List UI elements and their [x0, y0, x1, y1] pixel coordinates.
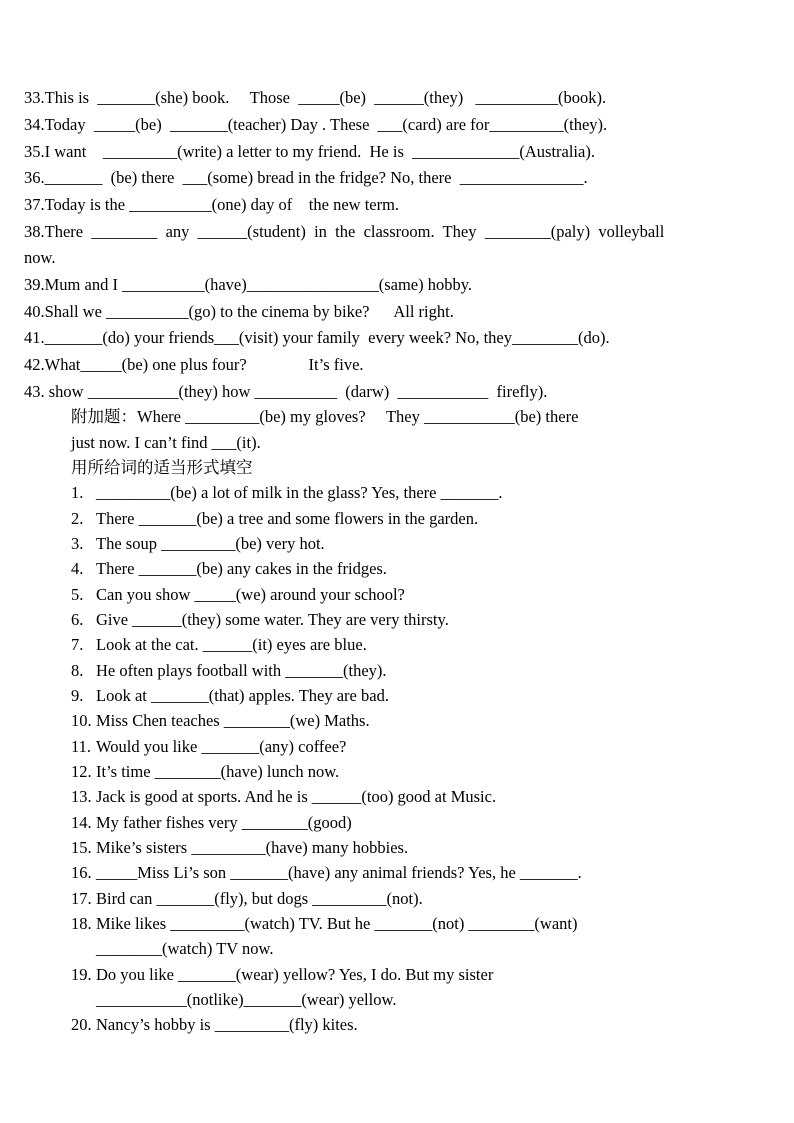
exercise-item: 9. Look at _______(that) apples. They are bad.: [71, 686, 389, 705]
exercise-item: 4. There _______(be) any cakes in the fridges.: [71, 559, 387, 578]
exercise-item: 5. Can you show _____(we) around your school?: [71, 585, 405, 604]
question-43: 43. show ___________(they) how __________ (darw) ___________ firefly).: [24, 382, 548, 401]
exercise-item: 7. Look at the cat. ______(it) eyes are blue.: [71, 635, 367, 654]
exercise-item: 14. My father fishes very ________(good): [71, 813, 352, 832]
exercise-item: 16. _____Miss Li’s son _______(have) any animal friends? Yes, he _______.: [71, 863, 582, 882]
question-38-cont: now.: [24, 248, 56, 267]
question-37: 37.Today is the __________(one) day of the new term.: [24, 195, 400, 214]
exercise-item: 2. There _______(be) a tree and some flowers in the garden.: [71, 509, 479, 528]
question-41: 41._______(do) your friends___(visit) your family every week? No, they________(do).: [24, 328, 610, 347]
exercise-item-cont: ________(watch) TV now.: [96, 939, 274, 958]
question-34: 34.Today _____(be) _______(teacher) Day . These ___(card) are for_________(they).: [24, 115, 608, 134]
exercise-item: 13. Jack is good at sports. And he is ______(too) good at Music.: [71, 787, 497, 806]
exercise-item: 17. Bird can _______(fly), but dogs _________(not).: [71, 889, 423, 908]
question-40: 40.Shall we __________(go) to the cinema by bike? All right.: [24, 302, 454, 321]
exercise-item: 10. Miss Chen teaches ________(we) Maths.: [71, 711, 370, 730]
exercise-item: 20. Nancy’s hobby is _________(fly) kites.: [71, 1015, 358, 1034]
question-33: 33.This is _______(she) book. Those _____(be) ______(they) __________(book).: [24, 88, 607, 107]
question-36: 36._______ (be) there ___(some) bread in the fridge? No, there _______________.: [24, 168, 588, 187]
exercise-item: 19. Do you like _______(wear) yellow? Yes, I do. But my sister: [71, 965, 494, 984]
extra-question: 附加题：Where _________(be) my gloves? They ___________(be) there: [71, 407, 579, 426]
question-42: 42.What_____(be) one plus four? It’s five.: [24, 355, 364, 374]
exercise-item: 11. Would you like _______(any) coffee?: [71, 737, 347, 756]
question-38: 38.There ________ any ______(student) in the classroom. They ________(paly) volleyball: [24, 222, 665, 241]
exercise-item: 12. It’s time ________(have) lunch now.: [71, 762, 340, 781]
exercise-item-cont: ___________(notlike)_______(wear) yellow.: [96, 990, 397, 1009]
exercise-item: 15. Mike’s sisters _________(have) many hobbies.: [71, 838, 409, 857]
exercise-item: 1. _________(be) a lot of milk in the glass? Yes, there _______.: [71, 483, 503, 502]
question-39: 39.Mum and I __________(have)________________(same) hobby.: [24, 275, 473, 294]
exercise-item: 18. Mike likes _________(watch) TV. But he _______(not) ________(want): [71, 914, 578, 933]
extra-question-cont: just now. I can’t find ___(it).: [71, 433, 261, 452]
question-35: 35.I want _________(write) a letter to my friend. He is _____________(Australia).: [24, 142, 595, 161]
exercise-item: 8. He often plays football with _______(they).: [71, 661, 387, 680]
exercise-item: 3. The soup _________(be) very hot.: [71, 534, 325, 553]
section-2-instruction: 用所给词的适当形式填空: [71, 458, 253, 477]
exercise-item: 6. Give ______(they) some water. They are very thirsty.: [71, 610, 449, 629]
